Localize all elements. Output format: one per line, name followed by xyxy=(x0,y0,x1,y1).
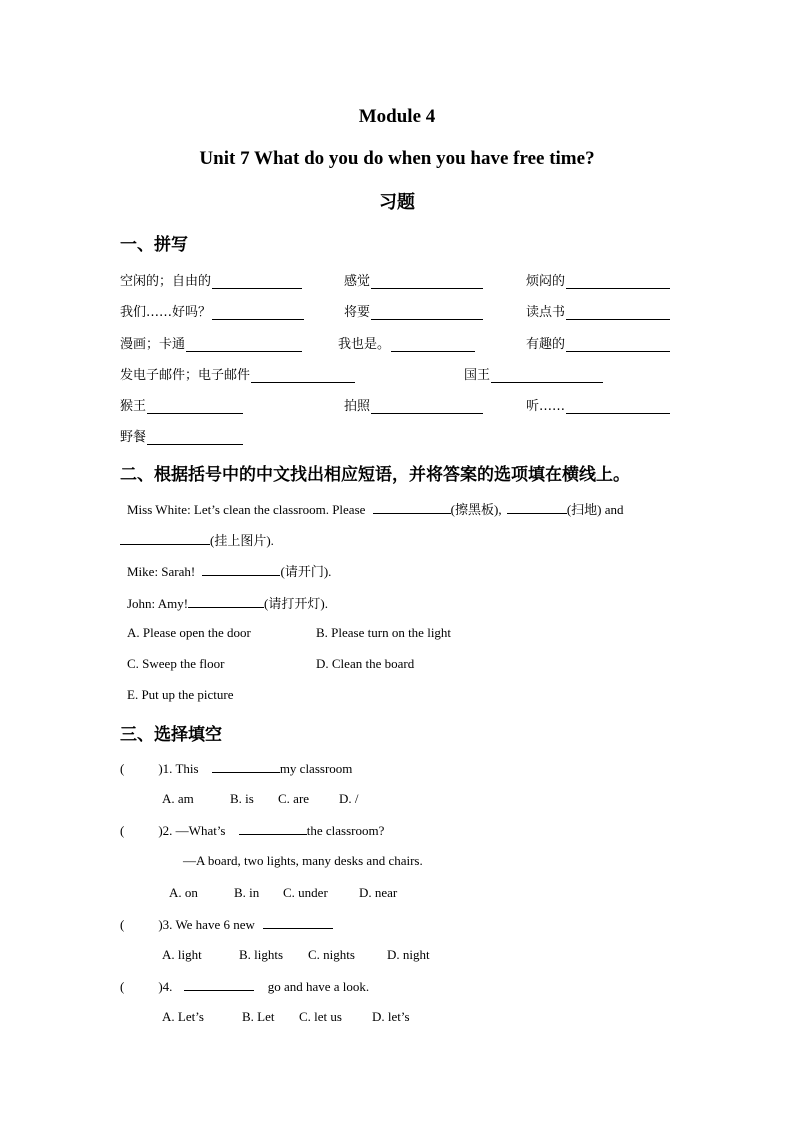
dialogue-hint: (擦黑板), xyxy=(450,502,502,517)
answer-blank[interactable] xyxy=(371,400,483,414)
question-text: )2. —What’s xyxy=(158,823,226,838)
question-text: the classroom? xyxy=(306,823,385,838)
section3-heading: 三、选择填空 xyxy=(120,725,222,745)
vocab-item xyxy=(344,395,483,414)
vocab-item xyxy=(526,333,670,352)
vocab-item xyxy=(120,395,243,414)
answer-blank[interactable] xyxy=(566,306,670,320)
phrase-option: D. Clean the board xyxy=(316,656,415,671)
vocab-label: 有趣的 xyxy=(526,337,566,352)
answer-blank[interactable] xyxy=(212,760,280,773)
vocab-label: 猴王 xyxy=(120,399,147,414)
vocab-label: 感觉 xyxy=(344,274,371,289)
vocab-item xyxy=(526,395,670,414)
answer-blank[interactable] xyxy=(188,595,264,608)
choice-option: B. Let xyxy=(242,1009,275,1024)
choice-option: A. on xyxy=(169,885,198,900)
answer-blank[interactable] xyxy=(566,275,670,289)
question-2 xyxy=(120,822,384,839)
vocab-item xyxy=(120,333,302,352)
answer-blank[interactable] xyxy=(184,978,254,991)
choice-option: B. in xyxy=(234,885,260,900)
phrase-option: B. Please turn on the light xyxy=(316,625,452,640)
unit-title: Unit 7 What do you do when you have free time? xyxy=(199,148,595,169)
choice-option: C. under xyxy=(283,885,328,900)
choice-option: A. Let’s xyxy=(162,1009,204,1024)
vocab-label: 我也是。 xyxy=(338,337,391,352)
answer-blank[interactable] xyxy=(147,431,243,445)
vocab-label: 我们……好吗？ xyxy=(120,305,212,320)
answer-blank[interactable] xyxy=(147,400,243,414)
dialogue-text: John: Amy! xyxy=(127,596,189,611)
answer-blank[interactable] xyxy=(263,916,333,929)
answer-blank[interactable] xyxy=(202,563,280,576)
answer-blank[interactable] xyxy=(491,369,603,383)
choice-option: A. am xyxy=(162,791,194,806)
question-text: )1. This xyxy=(158,761,199,776)
dialogue-hint: (请打开灯). xyxy=(264,596,328,611)
vocab-label: 将要 xyxy=(344,305,371,320)
dialogue-line-4 xyxy=(127,593,328,612)
vocab-label: 听…… xyxy=(526,399,566,414)
dialogue-line-3 xyxy=(127,561,331,580)
answer-blank[interactable] xyxy=(251,369,355,383)
question-3 xyxy=(120,916,333,933)
question-text: )3. We have 6 new xyxy=(158,917,255,932)
dialogue-hint: (挂上图片). xyxy=(210,533,274,548)
vocab-label: 野餐 xyxy=(120,430,147,445)
answer-paren-open: ( xyxy=(120,979,125,994)
phrase-option: A. Please open the door xyxy=(127,625,251,640)
answer-paren-open: ( xyxy=(120,761,125,776)
vocab-item xyxy=(526,270,670,289)
question-4 xyxy=(120,978,369,995)
answer-paren-open: ( xyxy=(120,823,125,838)
vocab-label: 烦闷的 xyxy=(526,274,566,289)
answer-paren-open: ( xyxy=(120,917,125,932)
vocab-item xyxy=(338,333,475,352)
choice-option: C. are xyxy=(278,791,310,806)
module-title: Module 4 xyxy=(358,106,436,127)
answer-blank[interactable] xyxy=(186,338,302,352)
answer-blank[interactable] xyxy=(212,306,304,320)
answer-blank[interactable] xyxy=(391,338,475,352)
vocab-label: 空闲的；自由的 xyxy=(120,274,212,289)
choice-option: D. let’s xyxy=(372,1009,410,1024)
question-2-answer-line: —A board, two lights, many desks and chairs. xyxy=(183,853,423,868)
answer-blank[interactable] xyxy=(239,822,307,835)
dialogue-line-2 xyxy=(120,530,274,549)
choice-option: D. night xyxy=(387,947,430,962)
answer-blank[interactable] xyxy=(371,306,483,320)
choice-option: C. nights xyxy=(308,947,355,962)
vocab-item xyxy=(464,364,603,383)
answer-blank[interactable] xyxy=(566,400,670,414)
question-text: go and have a look. xyxy=(267,979,370,994)
section2-heading: 二、根据括号中的中文找出相应短语，并将答案的选项填在横线上。 xyxy=(120,465,630,485)
vocab-label: 读点书 xyxy=(526,305,566,320)
vocab-label: 拍照 xyxy=(344,399,371,414)
answer-blank[interactable] xyxy=(373,501,451,514)
exercise-subtitle: 习题 xyxy=(379,192,415,213)
choice-option: D. / xyxy=(339,791,359,806)
dialogue-hint: (请开门). xyxy=(280,564,332,579)
section1-heading: 一、拼写 xyxy=(120,235,188,255)
dialogue-line-1 xyxy=(127,499,624,518)
choice-option: D. near xyxy=(359,885,398,900)
choice-option: C. let us xyxy=(299,1009,342,1024)
vocab-item xyxy=(120,270,302,289)
vocab-item xyxy=(344,301,483,320)
vocab-item xyxy=(526,301,670,320)
phrase-option: C. Sweep the floor xyxy=(127,656,225,671)
vocab-item xyxy=(120,301,304,320)
vocab-label: 漫画；卡通 xyxy=(120,337,186,352)
dialogue-hint: (扫地) and xyxy=(566,502,624,517)
question-1 xyxy=(120,760,352,777)
answer-blank[interactable] xyxy=(507,501,567,514)
dialogue-text: Miss White: Let’s clean the classroom. Please xyxy=(127,502,366,517)
choice-option: A. light xyxy=(162,947,202,962)
answer-blank[interactable] xyxy=(120,532,210,545)
vocab-label: 国王 xyxy=(464,368,491,383)
vocab-label: 发电子邮件；电子邮件 xyxy=(120,368,251,383)
answer-blank[interactable] xyxy=(566,338,670,352)
choice-option: B. lights xyxy=(239,947,284,962)
answer-blank[interactable] xyxy=(371,275,483,289)
question-text: )4. xyxy=(158,979,173,994)
vocab-item xyxy=(344,270,483,289)
vocab-item xyxy=(120,426,243,445)
question-text: my classroom xyxy=(279,761,353,776)
answer-blank[interactable] xyxy=(212,275,302,289)
phrase-option: E. Put up the picture xyxy=(127,687,234,702)
vocab-item xyxy=(120,364,355,383)
choice-option: B. is xyxy=(230,791,254,806)
dialogue-text: Mike: Sarah! xyxy=(127,564,196,579)
